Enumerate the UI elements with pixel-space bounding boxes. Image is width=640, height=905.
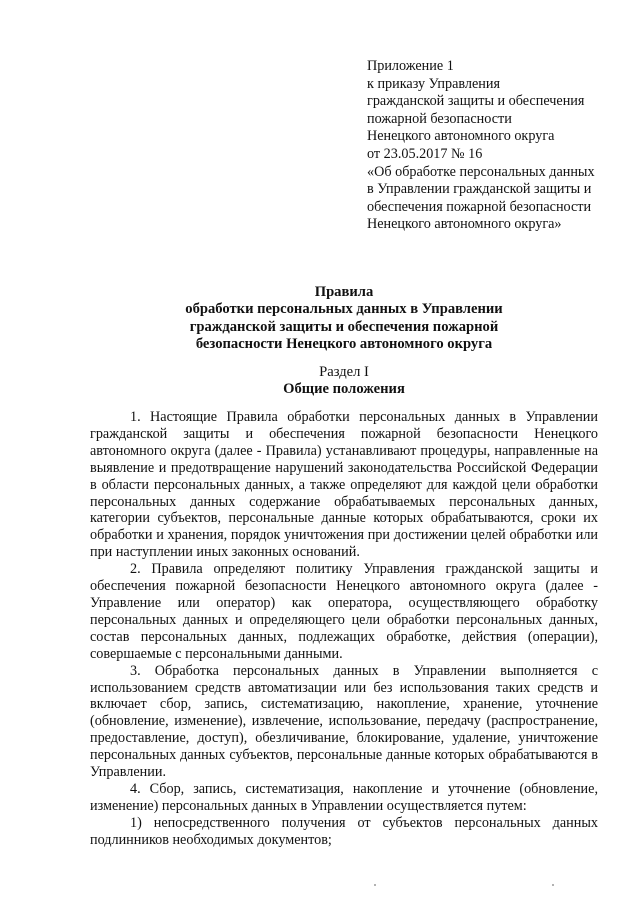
scan-speck — [552, 884, 554, 886]
paragraph: 3. Обработка персональных данных в Управлении выполняется с использованием средств автоматизации или без использования таких средств и включает сбор, запись, систематизацию, накопление, хранение, уточнение (обновление, изменение), извлечение, использование, передачу (распространение, предоставление, доступ), обезличивание, блокирование, удаление, уничтожение персональных данных субъектов, персональные данные которых обрабатываются в Управлении. — [90, 662, 598, 781]
section-number: Раздел I — [319, 364, 369, 380]
annex-line: обеспечения пожарной безопасности — [367, 198, 592, 215]
annex-line: Ненецкого автономного округа» — [367, 216, 562, 233]
paragraph: 1. Настоящие Правила обработки персональных данных в Управлении гражданской защиты и обеспечения пожарной безопасности Ненецкого автономного округа (далее - Правила) устанавливают процедуры, направленные на выявление и предотвращение нарушений законодательства Российской Федерации в области персональных данных, а также определяют для каждой цели обработки персональных данных содержание обрабатываемых персональных данных, категории субъектов, персональные данные которых обрабатываются, сроки их обработки и хранения, порядок уничтожения при достижении целей обработки или при наступлении иных законных оснований. — [90, 409, 598, 561]
annex-line: в Управлении гражданской защиты и — [367, 181, 592, 198]
annex-line: гражданской защиты и обеспечения — [367, 93, 585, 110]
annex-line: пожарной безопасности — [367, 110, 512, 127]
annex-block — [367, 58, 617, 234]
scan-speck — [374, 884, 376, 886]
title-line: гражданской защиты и обеспечения пожарной — [189, 318, 499, 335]
annex-line: Ненецкого автономного округа — [367, 128, 555, 145]
title-line: безопасности Ненецкого автономного округа — [195, 336, 493, 353]
document-body — [90, 409, 598, 849]
paragraph: 1) непосредственного получения от субъектов персональных данных подлинников необходимых документов; — [90, 814, 598, 848]
title-line: Правила — [314, 284, 374, 300]
paragraph: 4. Сбор, запись, систематизация, накопление и уточнение (обновление, изменение) персональных данных в Управлении осуществляется путем: — [90, 780, 598, 814]
document-title — [90, 284, 598, 354]
annex-line: от 23.05.2017 № 16 — [367, 145, 483, 162]
section-heading: Общие положения — [283, 381, 405, 398]
annex-line: к приказу Управления — [367, 75, 501, 92]
section-header — [90, 364, 598, 399]
paragraph: 2. Правила определяют политику Управления гражданской защиты и обеспечения пожарной безопасности Ненецкого автономного округа (далее - Управление или оператор) как оператора, осуществляющего обработку персональных данных и определяющего цели обработки персональных данных, состав персональных данных, подлежащих обработке, действия (операции), совершаемые с персональными данными. — [90, 561, 598, 662]
annex-line: «Об обработке персональных данных — [367, 163, 595, 180]
annex-line: Приложение 1 — [367, 58, 454, 74]
title-line: обработки персональных данных в Управлении — [185, 301, 503, 318]
